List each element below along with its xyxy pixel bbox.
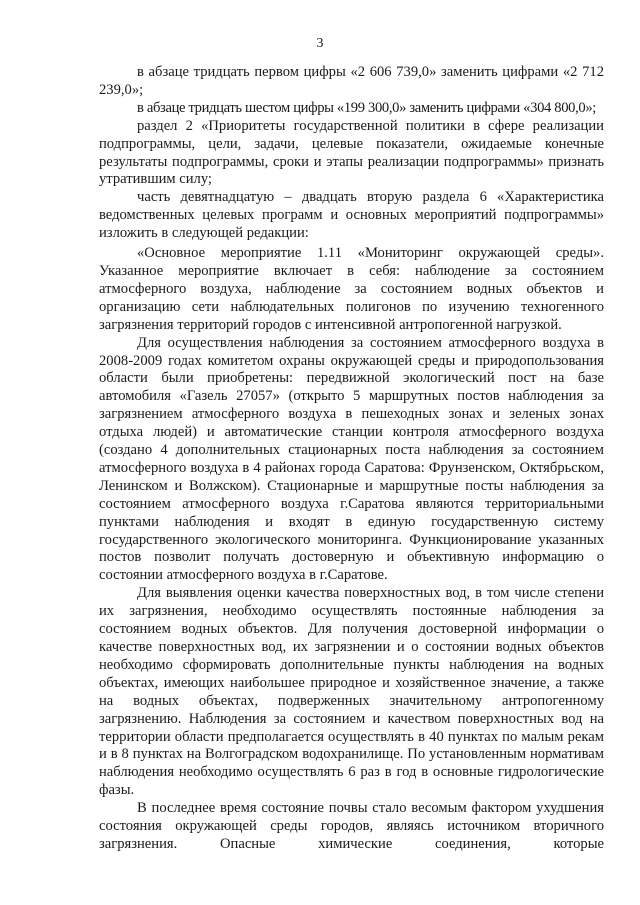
paragraph-section-2-repeal: раздел 2 «Приоритеты государственной политики в сфере реализации подпрограммы, цели, задачи, целевые показатели, ожидаемые конечные результаты подпрограммы, сроки и этапы реализации подпрограммы» признать утратившим силу; — [99, 117, 604, 188]
paragraph-monitoring-measure: «Основное мероприятие 1.11 «Мониторинг окружающей среды». Указанное мероприятие включает в себя: наблюдение за состоянием атмосферного воздуха, наблюдение за состоянием водных объектов и организацию сети наблюдательных полигонов по изучению техногенного загрязнения территорий городов с интенсивной антропогенной нагрузкой. — [99, 245, 604, 333]
paragraph-air-monitoring: Для осуществления наблюдения за состоянием атмосферного воздуха в 2008-2009 годах комитетом охраны окружающей среды и природопользования области были приобретены: передвижной экологический пост на базе автомобиля «Газель 27057» (открыто 5 маршрутных постов наблюдения за загрязнением атмосферного воздуха в пешеходных зонах и зеленых зонах отдыха людей) и автоматические станции контроля атмосферного воздуха (создано 4 дополнительных стационарных поста наблюдения за состоянием атмосферного воздуха в 4 районах города Саратова: Фрунзенском, Октябрьском, Ленинском и Волжском). Стационарные и маршрутные посты наблюдения за состоянием атмосферного воздуха г.Саратова являются территориальными пунктами наблюдения и входят в единую государственную систему государственного экологического мониторинга. Функционирование указанных постов позволит получать достоверную и объективную информацию о состоянии атмосферного воздуха в г.Саратове. — [99, 334, 604, 584]
paragraph-water-monitoring: Для выявления оценки качества поверхностных вод, в том числе степени их загрязнения, необходимо осуществлять постоянные наблюдения за состоянием водных объектов. Для получения достоверной информации о качестве поверхностных вод, их загрязнении и о состоянии водных объектов необходимо сформировать дополнительные пункты наблюдения на водных объектах, имеющих наибольшее природное и хозяйственное значение, а также на водных объектах, подверженных значительному антропогенному загрязнению. Наблюдения за состоянием и качеством поверхностных вод на территории области предполагается осуществлять в 40 пунктах по малым рекам и в 8 пунктах на Волгоградском водохранилище. По установленным нормативам наблюдения необходимо осуществлять 6 раз в год в основные гидрологические фазы. — [99, 585, 604, 799]
page-number: 3 — [316, 36, 324, 51]
paragraph-thirty-sixth-amendment: в абзаце тридцать шестом цифры «199 300,0» заменить цифрами «304 800,0»; — [137, 99, 597, 116]
paragraph-section-6-revision: часть девятнадцатую – двадцать вторую раздела 6 «Характеристика ведомственных целевых программ и основных мероприятий подпрограммы» изложить в следующей редакции: — [99, 189, 604, 242]
paragraph-soil-monitoring: В последнее время состояние почвы стало весомым фактором ухудшения состояния окружающей среды городов, являясь источником вторичного загрязнения. Опасные химические соединения, которые — [99, 800, 604, 852]
document-body — [99, 64, 604, 854]
paragraph-first-paragraph-amendment: в абзаце тридцать первом цифры «2 606 739,0» заменить цифрами «2 712 239,0»; — [99, 64, 604, 98]
